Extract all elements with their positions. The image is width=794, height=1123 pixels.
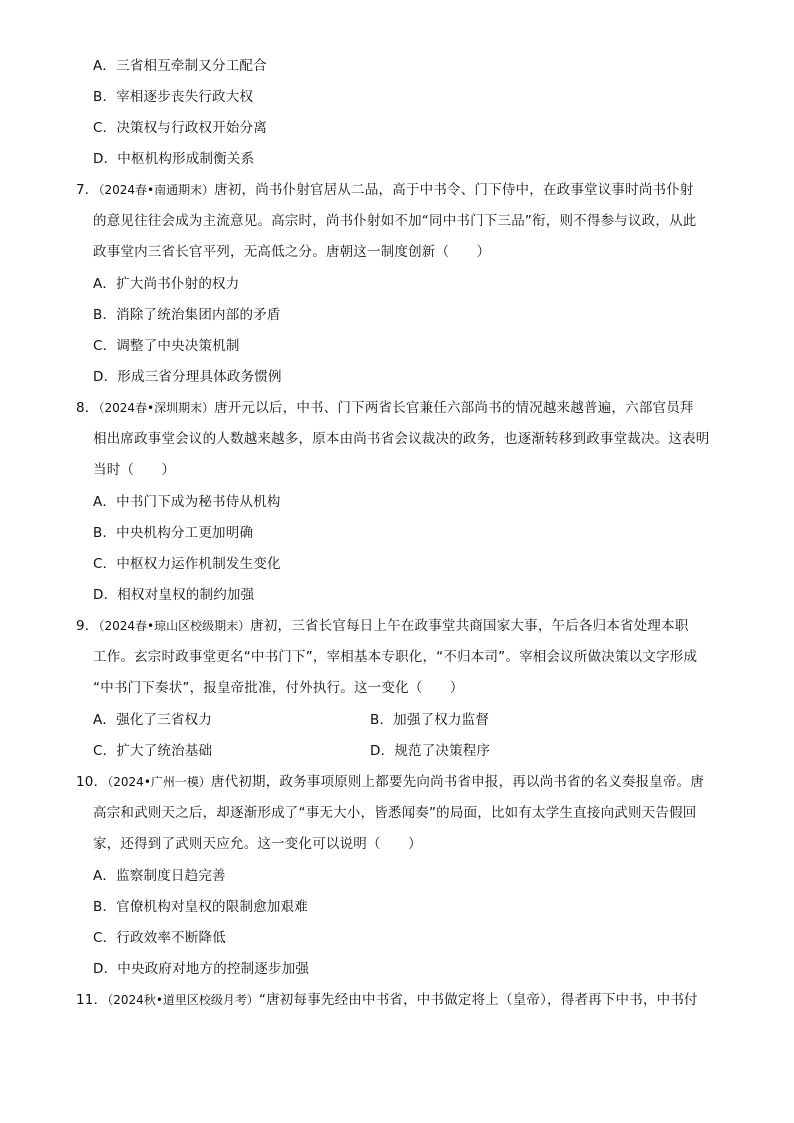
q6-option-c: C．决策权与行政权开始分离 bbox=[93, 120, 268, 136]
q8-option-b: B．中央机构分工更加明确 bbox=[93, 525, 254, 541]
q9-option-d: D．规范了决策程序 bbox=[370, 743, 491, 759]
q9-text-line-2: 工作。玄宗时政事堂更名“中书门下”，宰相基本专职化，“不归本司”。宰相会议所做决策以文字形成 bbox=[93, 649, 698, 665]
q7-option-d: D．形成三省分理具体政务惯例 bbox=[93, 369, 282, 385]
q8-text-line-3: 当时（ ） bbox=[93, 462, 176, 478]
q8-first-line bbox=[76, 400, 694, 416]
q7-option-c: C．调整了中央决策机制 bbox=[93, 338, 240, 354]
q7-number: 7． bbox=[76, 182, 99, 198]
q7-option-b: B．消除了统治集团内部的矛盾 bbox=[93, 307, 281, 323]
q7-option-a: A．扩大尚书仆射的权力 bbox=[93, 276, 240, 292]
q8-text-line-2: 相出席政事堂会议的人数越来越多，原本由尚书省会议裁决的政务，也逐渐转移到政事堂裁决。这表明 bbox=[93, 431, 710, 447]
q10-first-line bbox=[76, 774, 704, 790]
q7-source: （2024春•南通期末） bbox=[98, 183, 215, 197]
q10-option-c: C．行政效率不断降低 bbox=[93, 930, 226, 946]
q10-option-b: B．官僚机构对皇权的限制愈加艰难 bbox=[93, 899, 308, 915]
q8-text-line-1: 唐开元以后，中书、门下两省长官兼任六部尚书的情况越来越普遍，六部官员拜 bbox=[214, 400, 694, 416]
q7-first-line bbox=[76, 182, 694, 198]
q9-source: （2024春•琼山区校级期末） bbox=[98, 619, 251, 633]
q7-text-line-1: 唐初，尚书仆射官居从二品，高于中书令、门下侍中，在政事堂议事时尚书仆射 bbox=[214, 182, 694, 198]
q9-option-c: C．扩大了统治基础 bbox=[93, 743, 213, 759]
q10-text-line-2: 高宗和武则天之后，却逐渐形成了“事无大小，皆悉闻奏”的局面，比如有太学生直接向武则天告假回 bbox=[93, 805, 697, 821]
q11-first-line bbox=[76, 992, 698, 1008]
q6-option-b: B．宰相逐步丧失行政大权 bbox=[93, 89, 254, 105]
q10-option-a: A．监察制度日趋完善 bbox=[93, 868, 226, 884]
q9-option-b: B．加强了权力监督 bbox=[370, 712, 490, 728]
q6-option-d: D．中枢机构形成制衡关系 bbox=[93, 151, 255, 167]
q10-text-line-3: 家，还得到了武则天应允。这一变化可以说明（ ） bbox=[93, 836, 422, 852]
q11-source: （2024秋•道里区校级月考） bbox=[107, 993, 259, 1007]
q10-number: 10． bbox=[76, 774, 108, 790]
q11-text-line-1: “唐初每事先经由中书省，中书做定将上（皇帝），得者再下中书，中书付 bbox=[258, 992, 698, 1008]
q7-text-line-3: 政事堂内三省长官平列，无高低之分。唐朝这一制度创新（ ） bbox=[93, 244, 491, 260]
q10-source: （2024•广州一模） bbox=[107, 775, 211, 789]
q9-option-a: A．强化了三省权力 bbox=[93, 712, 213, 728]
q8-number: 8． bbox=[76, 400, 99, 416]
q7-text-line-2: 的意见往往会成为主流意见。高宗时，尚书仆射如不加“同中书门下三品”衔，则不得参与议政，从此 bbox=[93, 213, 697, 229]
q10-option-d: D．中央政府对地方的控制逐步加强 bbox=[93, 961, 310, 977]
q9-text-line-3: “中书门下奏状”，报皇帝批准，付外执行。这一变化（ ） bbox=[93, 680, 464, 696]
q10-text-line-1: 唐代初期，政务事项原则上都要先向尚书省申报，再以尚书省的名义奏报皇帝。唐 bbox=[210, 774, 705, 790]
q11-number: 11． bbox=[76, 992, 108, 1008]
q9-text-line-1: 唐初，三省长官每日上午在政事堂共商国家大事，午后各归本省处理本职 bbox=[250, 618, 689, 634]
q9-first-line bbox=[76, 618, 689, 634]
q9-number: 9． bbox=[76, 618, 99, 634]
q8-source: （2024春•深圳期末） bbox=[98, 401, 215, 415]
q8-option-a: A．中书门下成为秘书侍从机构 bbox=[93, 494, 281, 510]
q6-option-a: A．三省相互牵制又分工配合 bbox=[93, 58, 267, 74]
q8-option-c: C．中枢权力运作机制发生变化 bbox=[93, 556, 281, 572]
q8-option-d: D．相权对皇权的制约加强 bbox=[93, 587, 255, 603]
